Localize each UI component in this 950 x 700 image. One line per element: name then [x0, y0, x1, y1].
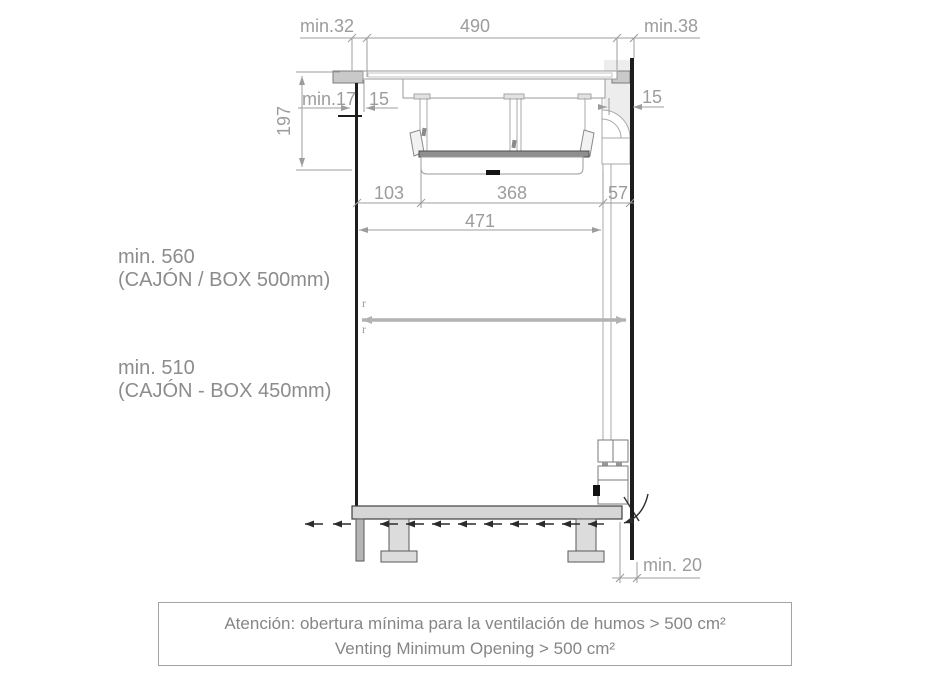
dim-inset-right-label: 15: [642, 87, 663, 107]
clearance-note-510: [118, 357, 331, 403]
dim-overlap-left-label: min.17: [302, 89, 357, 109]
venting-warning-line1: Atención: obertura mínima para la ventilación de humos > 500 cm²: [224, 614, 726, 633]
duct-vertical: [602, 164, 630, 440]
dim-mid-left-label: 103: [373, 183, 405, 203]
hob-glass: [363, 71, 617, 79]
cabinet-legs: [356, 519, 604, 562]
dim-mid-center-label: 368: [496, 183, 528, 203]
clearance-510-line2: (CAJÓN - BOX 450mm): [118, 380, 332, 402]
clearance-560-line1: min. 560: [118, 246, 195, 268]
cabinet-left-panel: [355, 83, 358, 507]
cabinet-bottom-board: [352, 506, 622, 519]
venting-warning-box: [158, 602, 792, 666]
clearance-510-line1: min. 510: [118, 357, 195, 379]
radius-mark-top: r: [362, 296, 366, 310]
dim-top-right-label: min.38: [644, 16, 699, 36]
dim-wall-gap-bottom-label: min. 20: [643, 555, 703, 575]
dim-mid-total-label: 471: [464, 211, 496, 231]
radius-mark-bottom: r: [362, 322, 366, 336]
dim-top-width-label: 490: [459, 16, 491, 36]
clearance-note-560: [118, 246, 330, 292]
hob-body: [403, 79, 605, 99]
grease-tray: [421, 157, 583, 175]
wall: [630, 58, 634, 560]
clearance-560-line2: (CAJÓN / BOX 500mm): [118, 269, 331, 291]
dim-inset-left-label: 15: [369, 89, 390, 109]
plenum-box: [420, 98, 585, 152]
dim-top-left-label: min.32: [300, 16, 355, 36]
plenum-bottom-plate: [419, 151, 589, 157]
dim-height-left-label: 197: [274, 105, 294, 137]
dim-mid-right-label: 57: [607, 183, 629, 203]
venting-warning-line2: Venting Minimum Opening > 500 cm²: [334, 639, 616, 658]
